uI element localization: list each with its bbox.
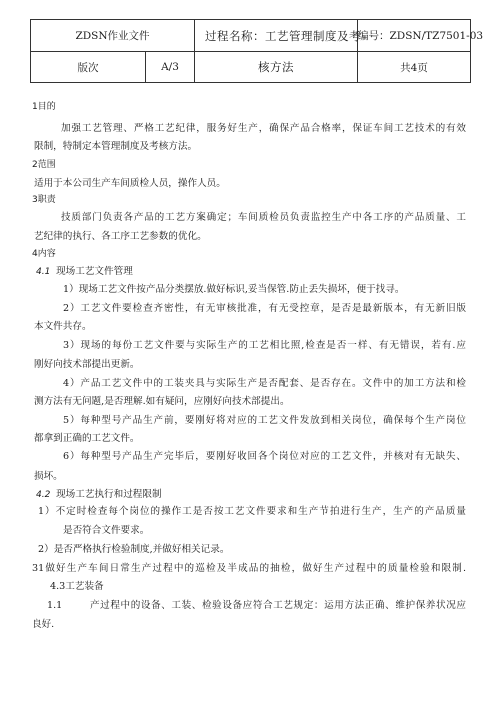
list-item: 1）不定时检查每个岗位的操作工是否按工艺文件要求和生产节拍进行生产，生产的产品质量 (38, 506, 466, 517)
list-item-cont: 本文件共存。 (34, 321, 92, 332)
subsection-heading: 4.3工艺装备 (50, 581, 104, 592)
list-item-cont: 都拿到正确的工艺文件。 (34, 433, 140, 444)
process-name-cell: 过程名称：工艺管理制度及考 (195, 20, 358, 52)
list-item: 产过程中的设备、工装、检验设备应符合工艺规定：运用方法正确、维护保养状况应 (90, 600, 466, 611)
list-item-cont: 损坏。 (34, 471, 63, 482)
paragraph-line: 技质部门负责各产品的工艺方案确定；车间质检员负责监控生产中各工序的产品质量、工 (61, 212, 466, 223)
subsection-heading (36, 489, 468, 501)
version-cell: A/3 (146, 52, 195, 83)
section-heading-scope: 2范围 (32, 160, 56, 170)
subsection-number: 4.2 (36, 490, 51, 500)
subsection-title: 现场工艺文件管理 (56, 266, 133, 277)
list-item-cont: 是否符合文件要求。 (63, 525, 150, 536)
paragraph-line: 限制，特制定本管理制度及考核方法。 (34, 141, 198, 152)
list-item: 31做好生产车间日常生产过程中的巡检及半成品的抽检，做好生产过程中的质量检验和限制. (32, 563, 466, 574)
item-number: 1.1 (47, 600, 63, 611)
subsection-heading (36, 266, 468, 278)
doc-type-cell: ZDSN作业文件 (31, 20, 195, 52)
list-item: 2）工艺文件要检查齐密性，有无审核批准，有无受控章，是否是最新版本，有无新旧版 (63, 303, 466, 314)
list-item-cont: 测方法有无问题,是否理解.如有疑问，应刚好向技术部提出。 (34, 396, 290, 407)
subsection-number: 4.1 (36, 267, 51, 277)
paragraph-line: 加强工艺管理、严格工艺纪律，服务好生产，确保产品合格率，保证车间工艺技术的有效 (61, 123, 466, 134)
page-count-cell: 共4页 (358, 52, 471, 83)
paragraph-line: 适用于本公司生产车间质检人员，操作人员。 (34, 178, 226, 189)
list-item: 1）现场工艺文件按产品分类摆放.做好标识,妥当保管.防止丢失损坏，便于找寻。 (63, 284, 405, 295)
list-item: 6）每种型号产品生产完毕后，要刚好收回各个岗位对应的工艺文件，并核对有无缺失、 (63, 451, 466, 462)
section-heading-purpose: 1目的 (32, 102, 56, 112)
list-item-cont: 刚好向技术部提出更新。 (34, 359, 140, 370)
subsection-title: 现场工艺执行和过程限制 (56, 489, 162, 500)
section-heading-duties: 3职责 (32, 195, 56, 205)
paragraph-line: 艺纪律的执行、各工序工艺参数的优化。 (34, 231, 207, 242)
list-item: 5）每种型号产品生产前，要刚好将对应的工艺文件发放到相关岗位，确保每个生产岗位 (63, 415, 466, 426)
document-header-table (30, 19, 484, 83)
list-item: 2）是否严格执行检验制度,并做好相关记录。 (38, 544, 230, 555)
doc-code-cell: 编号：ZDSN/TZ7501-03 (358, 20, 471, 52)
list-item: 4）产品工艺文件中的工装夹具与实际生产是否配套、是否存在。文件中的加工方法和检 (63, 378, 466, 389)
list-item: 3）现场的每份工艺文件要与实际生产的工艺相比照,检查是否一样、有无错误，若有.应 (63, 340, 466, 351)
list-item-cont: 良好. (32, 619, 55, 630)
version-label-cell: 版次 (31, 52, 146, 83)
section-heading-content: 4内容 (32, 249, 56, 259)
process-name-cont-cell: 核方法 (195, 52, 358, 83)
